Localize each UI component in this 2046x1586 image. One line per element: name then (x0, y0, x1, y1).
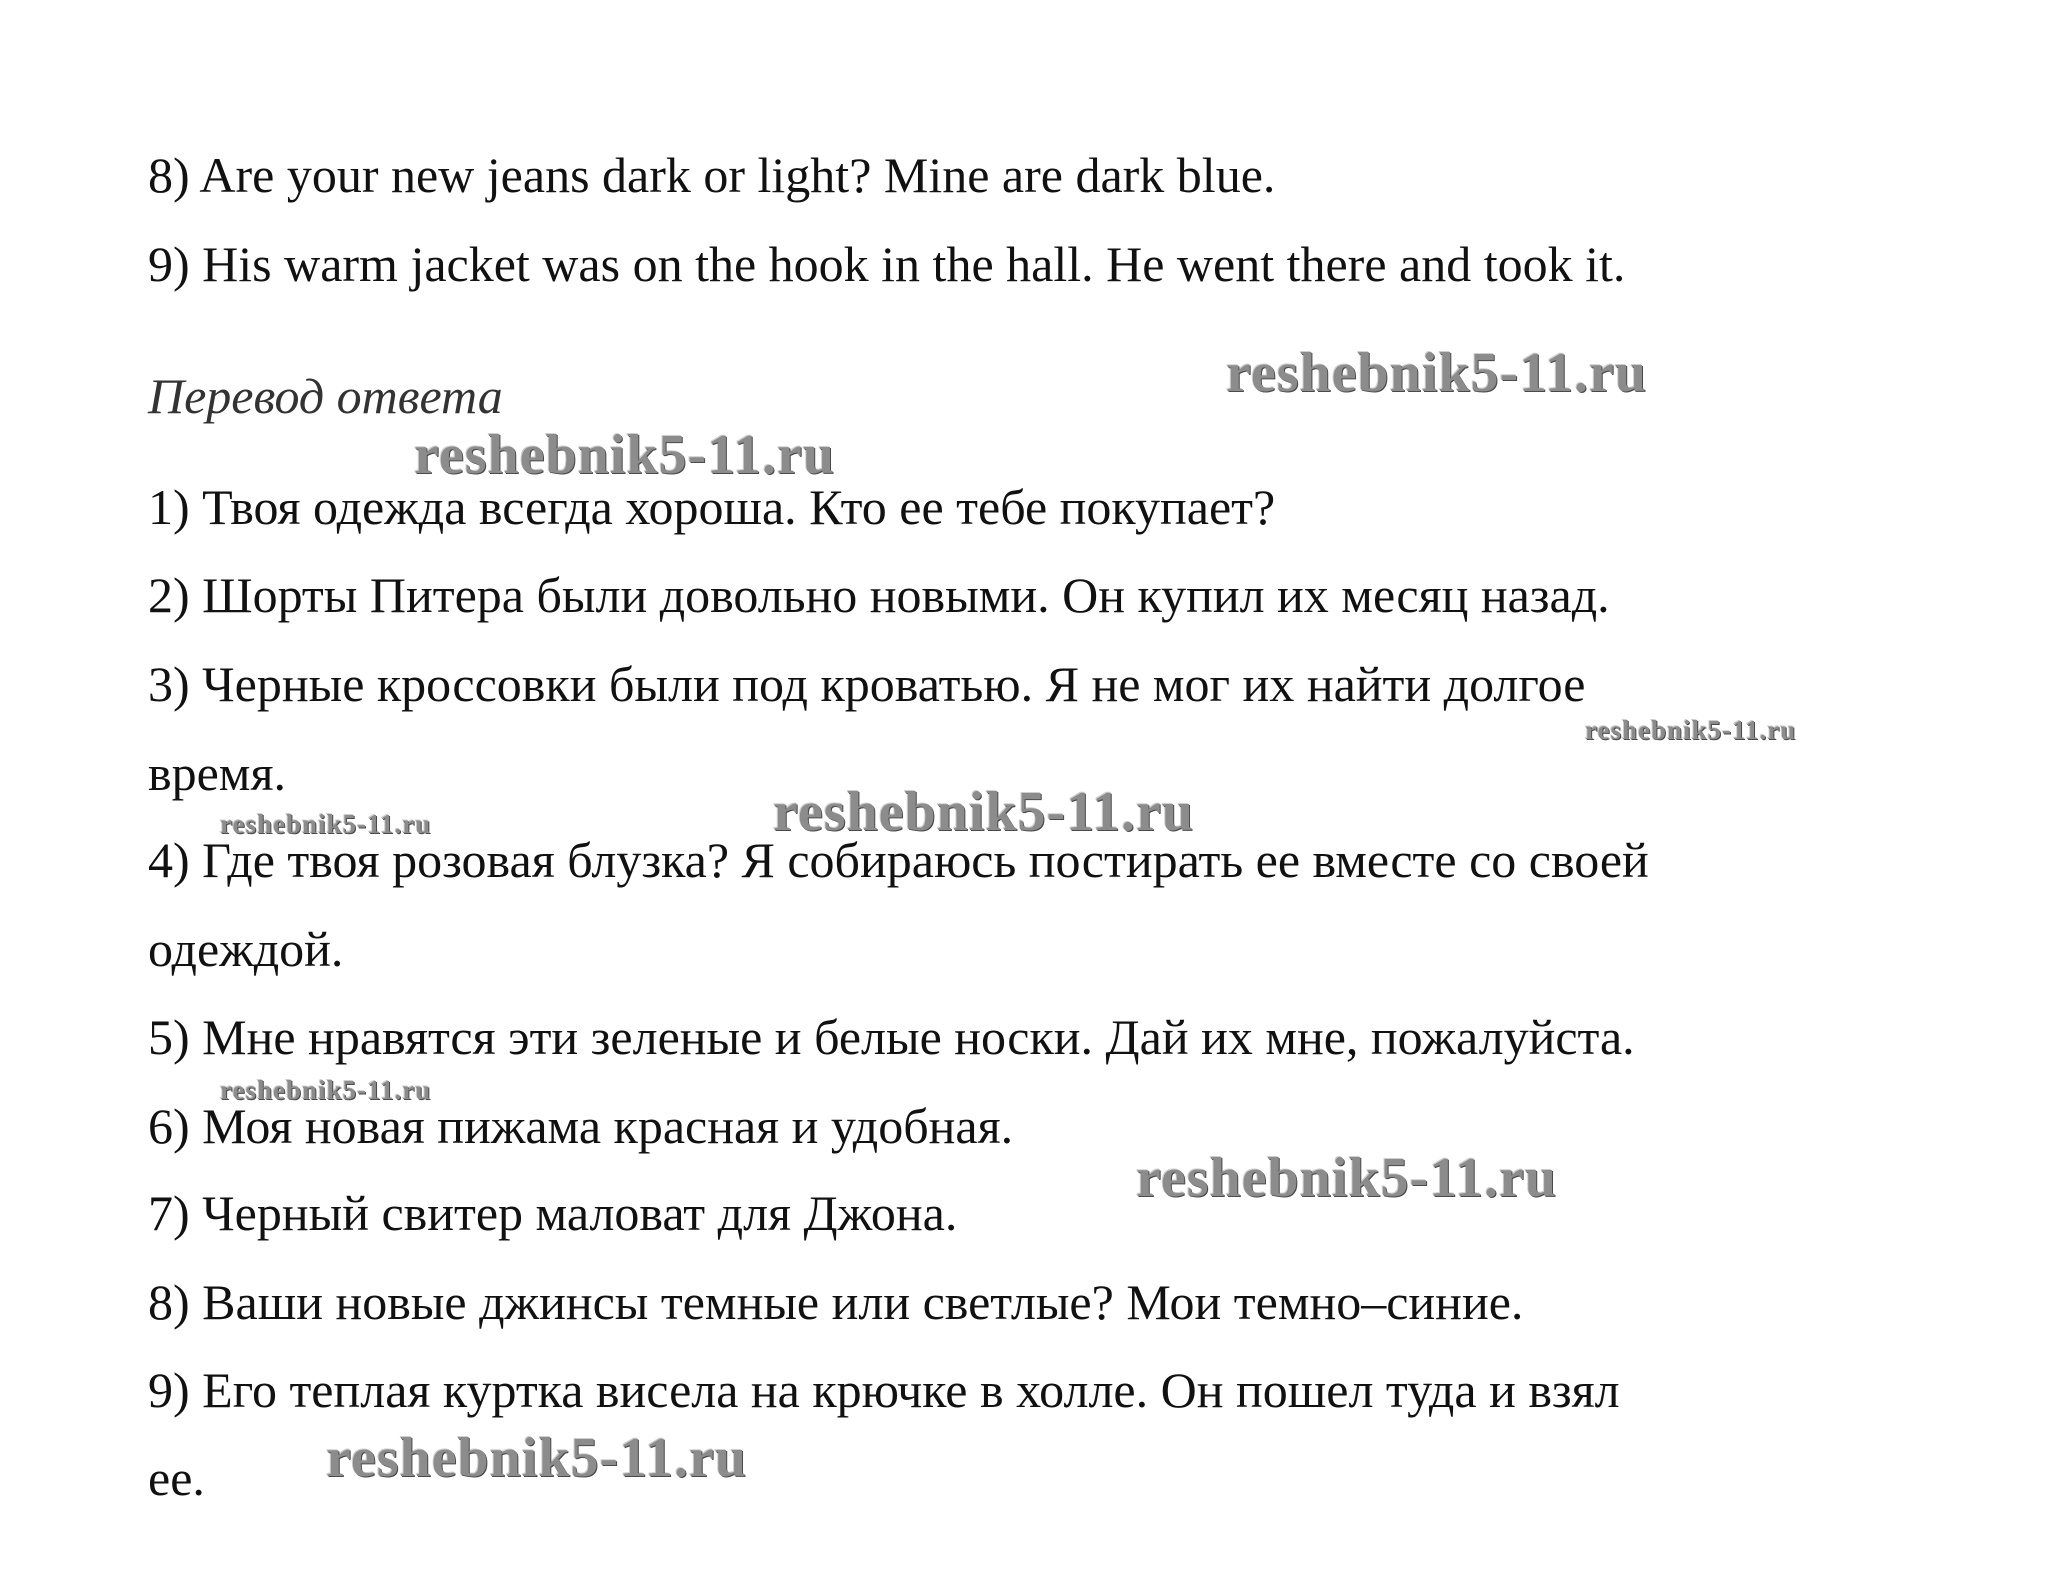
translation-line-4-cont: одеждой. (148, 921, 344, 977)
english-line-9: 9) His warm jacket was on the hook in the hall. He went there and took it. (148, 236, 1626, 292)
watermark: reshebnik5-11.ru (326, 1427, 748, 1489)
watermark: reshebnik5-11.ru (220, 809, 432, 839)
translation-line-1: 1) Твоя одежда всегда хороша. Кто ее тебе покупает? (148, 479, 1276, 535)
translation-line-3: 3) Черные кроссовки были под кроватью. Я не мог их найти долгое (148, 656, 1586, 712)
translation-line-4: 4) Где твоя розовая блузка? Я собираюсь постирать ее вместе со своей (148, 832, 1649, 888)
translation-line-9-cont: ее. (148, 1450, 205, 1506)
translation-line-8: 8) Ваши новые джинсы темные или светлые? Мои темно–синие. (148, 1274, 1524, 1330)
translation-line-5: 5) Мне нравятся эти зеленые и белые носки. Дай их мне, пожалуйста. (148, 1009, 1635, 1065)
watermark: reshebnik5-11.ru (1136, 1147, 1558, 1209)
translation-line-3-cont: время. (148, 745, 286, 801)
english-line-8: 8) Are your new jeans dark or light? Mine are dark blue. (148, 147, 1276, 203)
translation-line-7: 7) Черный свитер маловат для Джона. (148, 1185, 958, 1241)
watermark: reshebnik5-11.ru (773, 781, 1195, 843)
translation-line-2: 2) Шорты Питера были довольно новыми. Он купил их месяц назад. (148, 567, 1610, 623)
watermark: reshebnik5-11.ru (220, 1075, 432, 1105)
watermark: reshebnik5-11.ru (414, 424, 836, 486)
watermark: reshebnik5-11.ru (1585, 715, 1797, 745)
translation-line-9: 9) Его теплая куртка висела на крючке в холле. Он пошел туда и взял (148, 1362, 1620, 1418)
translation-line-6: 6) Моя новая пижама красная и удобная. (148, 1098, 1014, 1154)
translation-heading: Перевод ответа (148, 368, 503, 424)
watermark: reshebnik5-11.ru (1226, 342, 1648, 404)
